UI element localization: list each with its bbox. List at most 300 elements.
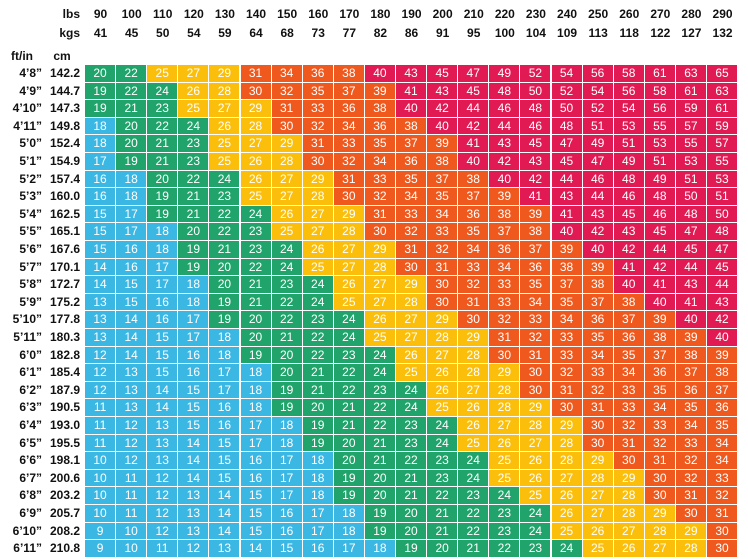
bmi-cell: 15 bbox=[85, 241, 116, 259]
bmi-cell: 22 bbox=[147, 118, 178, 136]
bmi-cell: 28 bbox=[552, 452, 583, 470]
ftin-row-header: 6’2” bbox=[19, 382, 42, 397]
bmi-cell: 25 bbox=[396, 364, 427, 382]
bmi-cell: 12 bbox=[116, 452, 147, 470]
bmi-cell: 22 bbox=[116, 65, 147, 83]
bmi-cell: 41 bbox=[676, 294, 707, 312]
bmi-cell: 30 bbox=[272, 118, 303, 136]
bmi-cell: 24 bbox=[272, 241, 303, 259]
lbs-col-header: 270 bbox=[650, 7, 671, 21]
bmi-cell: 14 bbox=[116, 347, 147, 365]
bmi-cell: 18 bbox=[365, 540, 396, 558]
bmi-cell: 21 bbox=[427, 505, 458, 523]
cm-row-header: 147.3 bbox=[49, 101, 80, 116]
cm-row-header: 144.7 bbox=[49, 83, 80, 98]
bmi-cell: 27 bbox=[520, 435, 551, 453]
bmi-cell: 36 bbox=[676, 382, 707, 400]
bmi-cell: 59 bbox=[707, 118, 738, 136]
bmi-cell: 26 bbox=[552, 487, 583, 505]
bmi-cell: 18 bbox=[147, 241, 178, 259]
bmi-cell: 11 bbox=[116, 505, 147, 523]
bmi-cell: 30 bbox=[583, 417, 614, 435]
bmi-cell: 46 bbox=[489, 100, 520, 118]
bmi-cell: 34 bbox=[458, 241, 489, 259]
bmi-cell: 21 bbox=[334, 399, 365, 417]
bmi-cell: 30 bbox=[241, 83, 272, 101]
bmi-cell: 63 bbox=[676, 65, 707, 83]
cm-row-header: 154.9 bbox=[49, 154, 80, 168]
bmi-cell: 17 bbox=[303, 523, 334, 541]
bmi-cell: 30 bbox=[520, 382, 551, 400]
bmi-cell: 13 bbox=[85, 329, 116, 347]
bmi-cell: 18 bbox=[334, 523, 365, 541]
bmi-cell: 31 bbox=[583, 399, 614, 417]
bmi-cell: 16 bbox=[147, 311, 178, 329]
bmi-cell: 40 bbox=[552, 223, 583, 241]
bmi-cell: 44 bbox=[552, 171, 583, 189]
bmi-cell: 31 bbox=[241, 65, 272, 83]
bmi-cell: 28 bbox=[614, 487, 645, 505]
bmi-cell: 21 bbox=[303, 364, 334, 382]
bmi-cell: 29 bbox=[489, 364, 520, 382]
bmi-cell: 47 bbox=[583, 153, 614, 171]
bmi-cell: 18 bbox=[209, 329, 240, 347]
bmi-cell: 38 bbox=[334, 65, 365, 83]
ftin-row-header: 6’11” bbox=[13, 541, 42, 556]
bmi-cell: 12 bbox=[147, 487, 178, 505]
bmi-cell: 31 bbox=[645, 452, 676, 470]
bmi-cell: 18 bbox=[116, 171, 147, 189]
bmi-cell: 28 bbox=[676, 540, 707, 558]
lbs-col-header: 180 bbox=[370, 7, 391, 21]
bmi-cell: 48 bbox=[614, 171, 645, 189]
bmi-cell: 34 bbox=[365, 153, 396, 171]
bmi-cell: 18 bbox=[85, 135, 116, 153]
ftin-row-header: 6’7” bbox=[19, 470, 42, 485]
bmi-cell: 19 bbox=[209, 294, 240, 312]
bmi-cell: 20 bbox=[365, 470, 396, 488]
bmi-cell: 38 bbox=[365, 100, 396, 118]
ftin-row-header: 5’10” bbox=[12, 312, 42, 327]
bmi-cell: 42 bbox=[707, 311, 738, 329]
bmi-cell: 34 bbox=[520, 294, 551, 312]
bmi-cell: 22 bbox=[458, 505, 489, 523]
bmi-cell: 14 bbox=[147, 382, 178, 400]
bmi-cell: 47 bbox=[458, 65, 489, 83]
bmi-cell: 28 bbox=[614, 505, 645, 523]
bmi-cell: 52 bbox=[583, 100, 614, 118]
lbs-col-header: 290 bbox=[712, 7, 733, 21]
bmi-cell: 44 bbox=[489, 118, 520, 136]
lbs-col-header: 90 bbox=[93, 7, 108, 21]
bmi-cell: 34 bbox=[427, 206, 458, 224]
bmi-cell: 53 bbox=[645, 135, 676, 153]
bmi-cell: 23 bbox=[178, 153, 209, 171]
ftin-row-header: 6’0” bbox=[19, 347, 42, 362]
bmi-cell: 29 bbox=[303, 171, 334, 189]
ftin-row-header: 6’6” bbox=[19, 453, 42, 468]
bmi-cell: 21 bbox=[365, 435, 396, 453]
bmi-cell: 18 bbox=[241, 364, 272, 382]
bmi-cell: 21 bbox=[116, 100, 147, 118]
lbs-col-header: 250 bbox=[588, 7, 609, 21]
bmi-cell: 43 bbox=[707, 294, 738, 312]
ftin-row-header: 5’2” bbox=[19, 171, 42, 186]
bmi-cell: 12 bbox=[147, 470, 178, 488]
bmi-cell: 33 bbox=[458, 259, 489, 277]
bmi-cell: 50 bbox=[707, 206, 738, 224]
bmi-cell: 25 bbox=[427, 399, 458, 417]
bmi-cell: 43 bbox=[427, 83, 458, 101]
bmi-cell: 61 bbox=[676, 83, 707, 101]
bmi-cell: 30 bbox=[334, 188, 365, 206]
bmi-cell: 29 bbox=[552, 417, 583, 435]
bmi-cell: 29 bbox=[614, 470, 645, 488]
bmi-cell: 28 bbox=[365, 259, 396, 277]
bmi-cell: 31 bbox=[676, 487, 707, 505]
bmi-cell: 17 bbox=[241, 435, 272, 453]
cm-row-header: 185.4 bbox=[49, 365, 80, 380]
bmi-cell: 39 bbox=[427, 135, 458, 153]
bmi-cell: 20 bbox=[396, 505, 427, 523]
lbs-col-header: 280 bbox=[681, 7, 702, 21]
cm-row-header: 142.2 bbox=[49, 66, 80, 80]
bmi-cell: 55 bbox=[645, 118, 676, 136]
bmi-cell: 22 bbox=[116, 83, 147, 101]
bmi-cell: 36 bbox=[489, 241, 520, 259]
bmi-cell: 32 bbox=[583, 382, 614, 400]
bmi-cell: 28 bbox=[396, 294, 427, 312]
ftin-row-header: 4’9” bbox=[19, 83, 42, 98]
bmi-cell: 34 bbox=[676, 417, 707, 435]
bmi-cell: 29 bbox=[396, 276, 427, 294]
bmi-cell: 51 bbox=[583, 118, 614, 136]
bmi-cell: 36 bbox=[583, 311, 614, 329]
bmi-cell: 33 bbox=[489, 294, 520, 312]
bmi-cell: 18 bbox=[178, 294, 209, 312]
bmi-cell: 30 bbox=[458, 311, 489, 329]
lbs-label: lbs bbox=[62, 7, 80, 21]
cm-row-header: 157.4 bbox=[49, 171, 80, 186]
bmi-cell: 49 bbox=[583, 135, 614, 153]
bmi-cell: 30 bbox=[614, 452, 645, 470]
bmi-cell: 31 bbox=[365, 206, 396, 224]
cm-row-header: 170.1 bbox=[49, 259, 80, 274]
bmi-cell: 15 bbox=[85, 223, 116, 241]
bmi-cell: 23 bbox=[427, 470, 458, 488]
bmi-cell: 54 bbox=[583, 83, 614, 101]
bmi-cell: 32 bbox=[676, 470, 707, 488]
bmi-cell: 16 bbox=[85, 188, 116, 206]
bmi-cell: 21 bbox=[178, 206, 209, 224]
bmi-cell: 15 bbox=[209, 470, 240, 488]
bmi-cell: 13 bbox=[147, 452, 178, 470]
bmi-cell: 37 bbox=[396, 135, 427, 153]
bmi-cell: 38 bbox=[458, 171, 489, 189]
bmi-cell: 33 bbox=[489, 276, 520, 294]
kgs-col-header: 91 bbox=[435, 26, 450, 40]
bmi-cell: 25 bbox=[365, 329, 396, 347]
bmi-cell: 44 bbox=[645, 241, 676, 259]
bmi-cell: 24 bbox=[427, 417, 458, 435]
bmi-cell: 17 bbox=[303, 505, 334, 523]
bmi-cell: 19 bbox=[85, 83, 116, 101]
bmi-cell: 40 bbox=[645, 294, 676, 312]
bmi-cell: 19 bbox=[241, 347, 272, 365]
bmi-cell: 10 bbox=[116, 523, 147, 541]
bmi-cell: 20 bbox=[241, 329, 272, 347]
bmi-cell: 17 bbox=[178, 329, 209, 347]
bmi-cell: 33 bbox=[303, 100, 334, 118]
cm-row-header: 162.5 bbox=[49, 206, 80, 221]
bmi-cell: 11 bbox=[85, 435, 116, 453]
bmi-cell: 15 bbox=[178, 399, 209, 417]
bmi-cell: 30 bbox=[552, 399, 583, 417]
bmi-cell: 27 bbox=[583, 487, 614, 505]
ftin-row-header: 6’5” bbox=[19, 435, 42, 450]
bmi-cell: 56 bbox=[645, 100, 676, 118]
bmi-cell: 37 bbox=[614, 311, 645, 329]
bmi-cell: 16 bbox=[209, 399, 240, 417]
bmi-cell: 15 bbox=[178, 417, 209, 435]
bmi-cell: 22 bbox=[334, 382, 365, 400]
bmi-cell: 24 bbox=[303, 276, 334, 294]
bmi-cell: 58 bbox=[614, 65, 645, 83]
bmi-cell: 38 bbox=[583, 276, 614, 294]
bmi-cell: 19 bbox=[147, 188, 178, 206]
bmi-cell: 58 bbox=[645, 83, 676, 101]
bmi-cell: 24 bbox=[396, 399, 427, 417]
bmi-cell: 24 bbox=[147, 83, 178, 101]
bmi-cell: 26 bbox=[458, 417, 489, 435]
cm-row-header: 193.0 bbox=[49, 418, 80, 432]
bmi-cell: 45 bbox=[552, 153, 583, 171]
bmi-cell: 18 bbox=[241, 382, 272, 400]
bmi-cell: 22 bbox=[303, 347, 334, 365]
bmi-cell: 26 bbox=[427, 382, 458, 400]
bmi-cell: 10 bbox=[85, 452, 116, 470]
bmi-cell: 18 bbox=[334, 505, 365, 523]
bmi-cell: 34 bbox=[334, 118, 365, 136]
cm-row-header: 205.7 bbox=[49, 506, 80, 520]
bmi-cell: 54 bbox=[614, 100, 645, 118]
bmi-cell: 47 bbox=[676, 223, 707, 241]
kgs-col-header: 59 bbox=[218, 26, 232, 40]
bmi-cell: 17 bbox=[178, 311, 209, 329]
bmi-cell: 29 bbox=[241, 100, 272, 118]
bmi-cell: 41 bbox=[396, 83, 427, 101]
bmi-cell: 19 bbox=[303, 417, 334, 435]
bmi-cell: 21 bbox=[396, 470, 427, 488]
ftin-row-header: 5’6” bbox=[19, 242, 42, 256]
bmi-cell: 48 bbox=[645, 188, 676, 206]
ftin-row-header: 5’0” bbox=[19, 136, 42, 151]
bmi-cell: 16 bbox=[209, 417, 240, 435]
bmi-cell: 19 bbox=[365, 523, 396, 541]
bmi-cell: 30 bbox=[645, 487, 676, 505]
bmi-cell: 12 bbox=[116, 435, 147, 453]
bmi-cell: 28 bbox=[241, 118, 272, 136]
bmi-cell: 28 bbox=[458, 364, 489, 382]
bmi-cell: 40 bbox=[427, 118, 458, 136]
bmi-cell: 32 bbox=[334, 153, 365, 171]
bmi-cell: 18 bbox=[178, 276, 209, 294]
bmi-cell: 27 bbox=[178, 65, 209, 83]
bmi-cell: 20 bbox=[396, 523, 427, 541]
bmi-cell: 19 bbox=[116, 153, 147, 171]
bmi-cell: 43 bbox=[489, 135, 520, 153]
bmi-cell: 27 bbox=[583, 505, 614, 523]
ftin-row-header: 5’7” bbox=[19, 259, 42, 274]
bmi-cell: 18 bbox=[303, 452, 334, 470]
lbs-col-header: 140 bbox=[246, 7, 267, 21]
bmi-cell: 30 bbox=[707, 540, 738, 558]
bmi-cell: 28 bbox=[458, 347, 489, 365]
bmi-cell: 27 bbox=[396, 311, 427, 329]
ftin-row-header: 6’10” bbox=[12, 523, 42, 538]
bmi-cell: 15 bbox=[209, 435, 240, 453]
bmi-cell: 19 bbox=[85, 100, 116, 118]
cm-row-header: 177.8 bbox=[49, 312, 80, 327]
ftin-row-header: 5’9” bbox=[19, 294, 42, 309]
bmi-cell: 15 bbox=[241, 505, 272, 523]
bmi-cell: 33 bbox=[427, 223, 458, 241]
cm-row-header: 208.2 bbox=[49, 523, 80, 538]
bmi-cell: 20 bbox=[365, 487, 396, 505]
bmi-cell: 23 bbox=[241, 241, 272, 259]
bmi-cell: 25 bbox=[552, 523, 583, 541]
bmi-cell: 33 bbox=[552, 329, 583, 347]
ftin-row-header: 4’11” bbox=[13, 118, 42, 133]
bmi-cell: 27 bbox=[365, 294, 396, 312]
bmi-cell: 23 bbox=[272, 276, 303, 294]
bmi-cell: 16 bbox=[178, 347, 209, 365]
bmi-cell: 24 bbox=[396, 382, 427, 400]
bmi-cell: 44 bbox=[676, 259, 707, 277]
bmi-cell: 30 bbox=[396, 259, 427, 277]
bmi-cell: 28 bbox=[489, 382, 520, 400]
bmi-cell: 21 bbox=[241, 294, 272, 312]
bmi-cell: 17 bbox=[116, 206, 147, 224]
bmi-cell: 28 bbox=[427, 329, 458, 347]
kgs-col-header: 132 bbox=[712, 26, 733, 40]
bmi-cell: 19 bbox=[147, 206, 178, 224]
bmi-cell: 10 bbox=[116, 540, 147, 558]
bmi-cell: 24 bbox=[458, 470, 489, 488]
bmi-cell: 27 bbox=[552, 470, 583, 488]
bmi-cell: 21 bbox=[241, 276, 272, 294]
bmi-cell: 20 bbox=[85, 65, 116, 83]
ftin-label: ft/in bbox=[11, 49, 33, 63]
bmi-cell: 13 bbox=[85, 311, 116, 329]
bmi-cell: 31 bbox=[489, 329, 520, 347]
bmi-cell: 14 bbox=[209, 523, 240, 541]
bmi-cell: 32 bbox=[489, 311, 520, 329]
bmi-cell: 12 bbox=[147, 505, 178, 523]
bmi-cell: 35 bbox=[614, 347, 645, 365]
bmi-cell: 50 bbox=[676, 188, 707, 206]
bmi-cell: 27 bbox=[241, 135, 272, 153]
bmi-cell: 25 bbox=[209, 135, 240, 153]
bmi-cell: 23 bbox=[241, 223, 272, 241]
bmi-cell: 34 bbox=[645, 399, 676, 417]
bmi-cell: 19 bbox=[272, 399, 303, 417]
bmi-cell: 14 bbox=[85, 276, 116, 294]
bmi-cell: 32 bbox=[614, 417, 645, 435]
bmi-cell: 36 bbox=[520, 259, 551, 277]
bmi-cell: 45 bbox=[458, 83, 489, 101]
bmi-cell: 19 bbox=[178, 259, 209, 277]
bmi-cell: 34 bbox=[552, 311, 583, 329]
bmi-cell: 31 bbox=[303, 135, 334, 153]
bmi-cell: 37 bbox=[552, 276, 583, 294]
bmi-cell: 51 bbox=[645, 153, 676, 171]
bmi-cell: 32 bbox=[707, 487, 738, 505]
kgs-col-header: 68 bbox=[280, 26, 294, 40]
bmi-cell: 31 bbox=[458, 294, 489, 312]
ftin-row-header: 5’11” bbox=[13, 330, 42, 344]
bmi-cell: 22 bbox=[427, 487, 458, 505]
bmi-cell: 42 bbox=[427, 100, 458, 118]
bmi-cell: 24 bbox=[365, 347, 396, 365]
bmi-cell: 23 bbox=[147, 100, 178, 118]
cm-row-header: 180.3 bbox=[49, 330, 80, 344]
bmi-cell: 26 bbox=[396, 347, 427, 365]
bmi-cell: 39 bbox=[365, 83, 396, 101]
cm-row-header: 182.8 bbox=[49, 347, 80, 362]
bmi-cell: 23 bbox=[489, 523, 520, 541]
bmi-cell: 44 bbox=[707, 276, 738, 294]
bmi-cell: 32 bbox=[396, 223, 427, 241]
ftin-row-header: 6’4” bbox=[19, 418, 42, 432]
bmi-cell: 38 bbox=[489, 206, 520, 224]
bmi-cell: 34 bbox=[396, 188, 427, 206]
cm-row-header: 149.8 bbox=[49, 118, 80, 133]
bmi-cell: 25 bbox=[241, 188, 272, 206]
kgs-col-header: 82 bbox=[373, 26, 388, 40]
bmi-cell: 15 bbox=[178, 382, 209, 400]
bmi-cell: 37 bbox=[676, 364, 707, 382]
bmi-cell: 14 bbox=[178, 470, 209, 488]
bmi-cell: 20 bbox=[209, 276, 240, 294]
bmi-cell: 35 bbox=[645, 382, 676, 400]
bmi-cell: 30 bbox=[676, 505, 707, 523]
bmi-cell: 18 bbox=[116, 188, 147, 206]
bmi-cell: 13 bbox=[116, 399, 147, 417]
bmi-cell: 12 bbox=[85, 382, 116, 400]
bmi-cell: 28 bbox=[272, 153, 303, 171]
lbs-col-header: 110 bbox=[153, 7, 173, 21]
bmi-cell: 15 bbox=[85, 206, 116, 224]
bmi-cell: 38 bbox=[552, 259, 583, 277]
bmi-cell: 21 bbox=[303, 382, 334, 400]
bmi-cell: 34 bbox=[583, 347, 614, 365]
bmi-cell: 26 bbox=[241, 171, 272, 189]
bmi-cell: 15 bbox=[241, 487, 272, 505]
bmi-cell: 13 bbox=[178, 505, 209, 523]
bmi-cell: 35 bbox=[396, 171, 427, 189]
bmi-cell: 26 bbox=[241, 153, 272, 171]
kgs-col-header: 118 bbox=[619, 26, 639, 40]
bmi-cell: 20 bbox=[272, 347, 303, 365]
bmi-cell: 36 bbox=[396, 153, 427, 171]
bmi-cell: 27 bbox=[458, 382, 489, 400]
bmi-cell: 21 bbox=[209, 241, 240, 259]
bmi-cell: 35 bbox=[365, 135, 396, 153]
bmi-cell: 15 bbox=[116, 276, 147, 294]
bmi-cell: 27 bbox=[334, 241, 365, 259]
bmi-cell: 29 bbox=[645, 505, 676, 523]
